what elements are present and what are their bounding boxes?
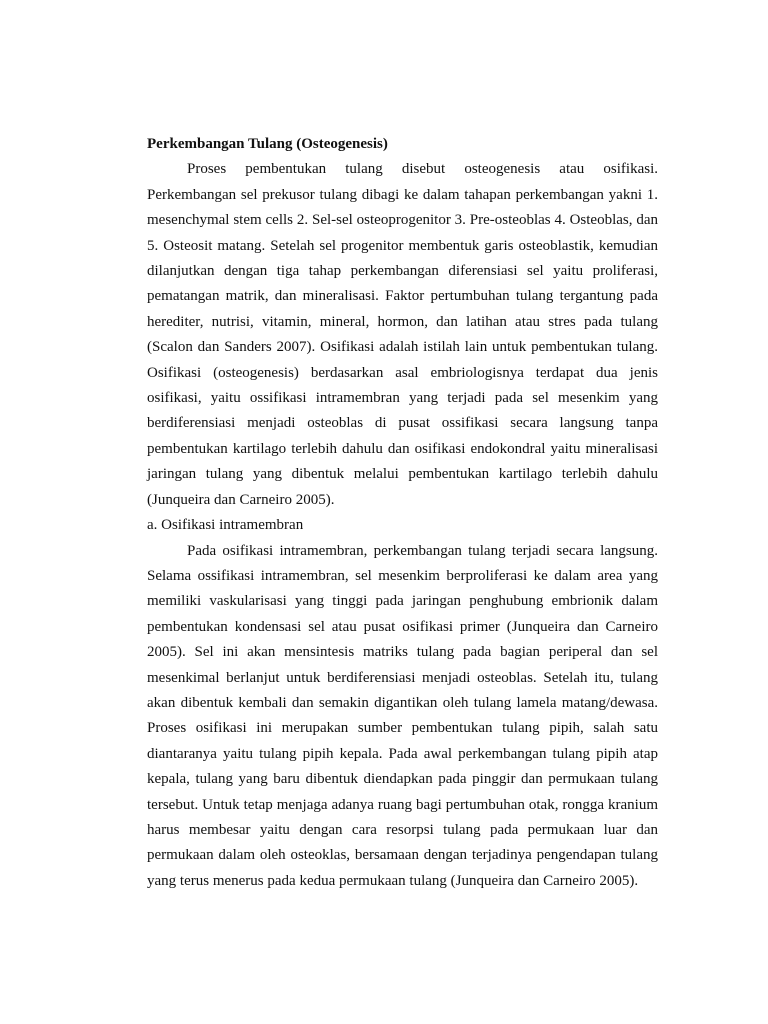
subheading-intramembran: a. Osifikasi intramembran (147, 517, 304, 534)
paragraph-intramembran: Pada osifikasi intramembran, perkembangan tulang terjadi secara langsung. Selama ossifikasi intramembran, sel mesenkim berproliferasi ke dalam area yang memiliki vaskularisasi yang tinggi pada jaringan penghubung embrionik dalam pembentukan kondensasi sel atau pusat osifikasi primer (Junqueira dan Carneiro 2005). Sel ini akan mensintesis matriks tulang pada bagian periperal dan sel mesenkimal berlanjut untuk berdiferensiasi menjadi osteoblas. Setelah itu, tulang akan dibentuk kembali dan semakin digantikan oleh tulang lamela matang/dewasa. Proses osifikasi ini merupakan sumber pembentukan tulang pipih, salah satu diantaranya yaitu tulang pipih kepala. Pada awal perkembangan tulang pipih atap kepala, tulang yang baru dibentuk diendapkan pada pinggir dan permukaan tulang tersebut. Untuk tetap menjaga adanya ruang bagi pertumbuhan otak, rongga kranium harus membesar yaitu dengan cara resorpsi tulang pada permukaan luar dan permukaan dalam oleh osteoklas, bersamaan dengan terjadinya pengendapan tulang yang terus menerus pada kedua permukaan tulang (Junqueira dan Carneiro 2005). (147, 542, 658, 889)
paragraph-osteogenesis: Proses pembentukan tulang disebut osteogenesis atau osifikasi. Perkembangan sel prekusor tulang dibagi ke dalam tahapan perkembangan yakni 1. mesenchymal stem cells 2. Sel-sel osteoprogenitor 3. Pre-osteoblas 4. Osteoblas, dan 5. Osteosit matang. Setelah sel progenitor membentuk garis osteoblastik, kemudian dilanjutkan dengan tiga tahap perkembangan diferensiasi sel yaitu proliferasi, pematangan matrik, dan mineralisasi. Faktor pertumbuhan tulang tergantung pada herediter, nutrisi, vitamin, mineral, hormon, dan latihan atau stres pada tulang (Scalon dan Sanders 2007). Osifikasi adalah istilah lain untuk pembentukan tulang. Osifikasi (osteogenesis) berdasarkan asal embriologisnya terdapat dua jenis osifikasi, yaitu ossifikasi intramembran yang terjadi pada sel mesenkim yang berdiferensiasi menjadi osteoblas di pusat ossifikasi secara langsung tanpa pembentukan kartilago terlebih dahulu dan osifikasi endokondral yaitu mineralisasi jaringan tulang yang dibentuk melalui pembentukan kartilago terlebih dahulu (Junqueira dan Carneiro 2005). (147, 161, 658, 508)
document-page (147, 132, 658, 894)
section-title: Perkembangan Tulang (Osteogenesis) (147, 136, 388, 152)
